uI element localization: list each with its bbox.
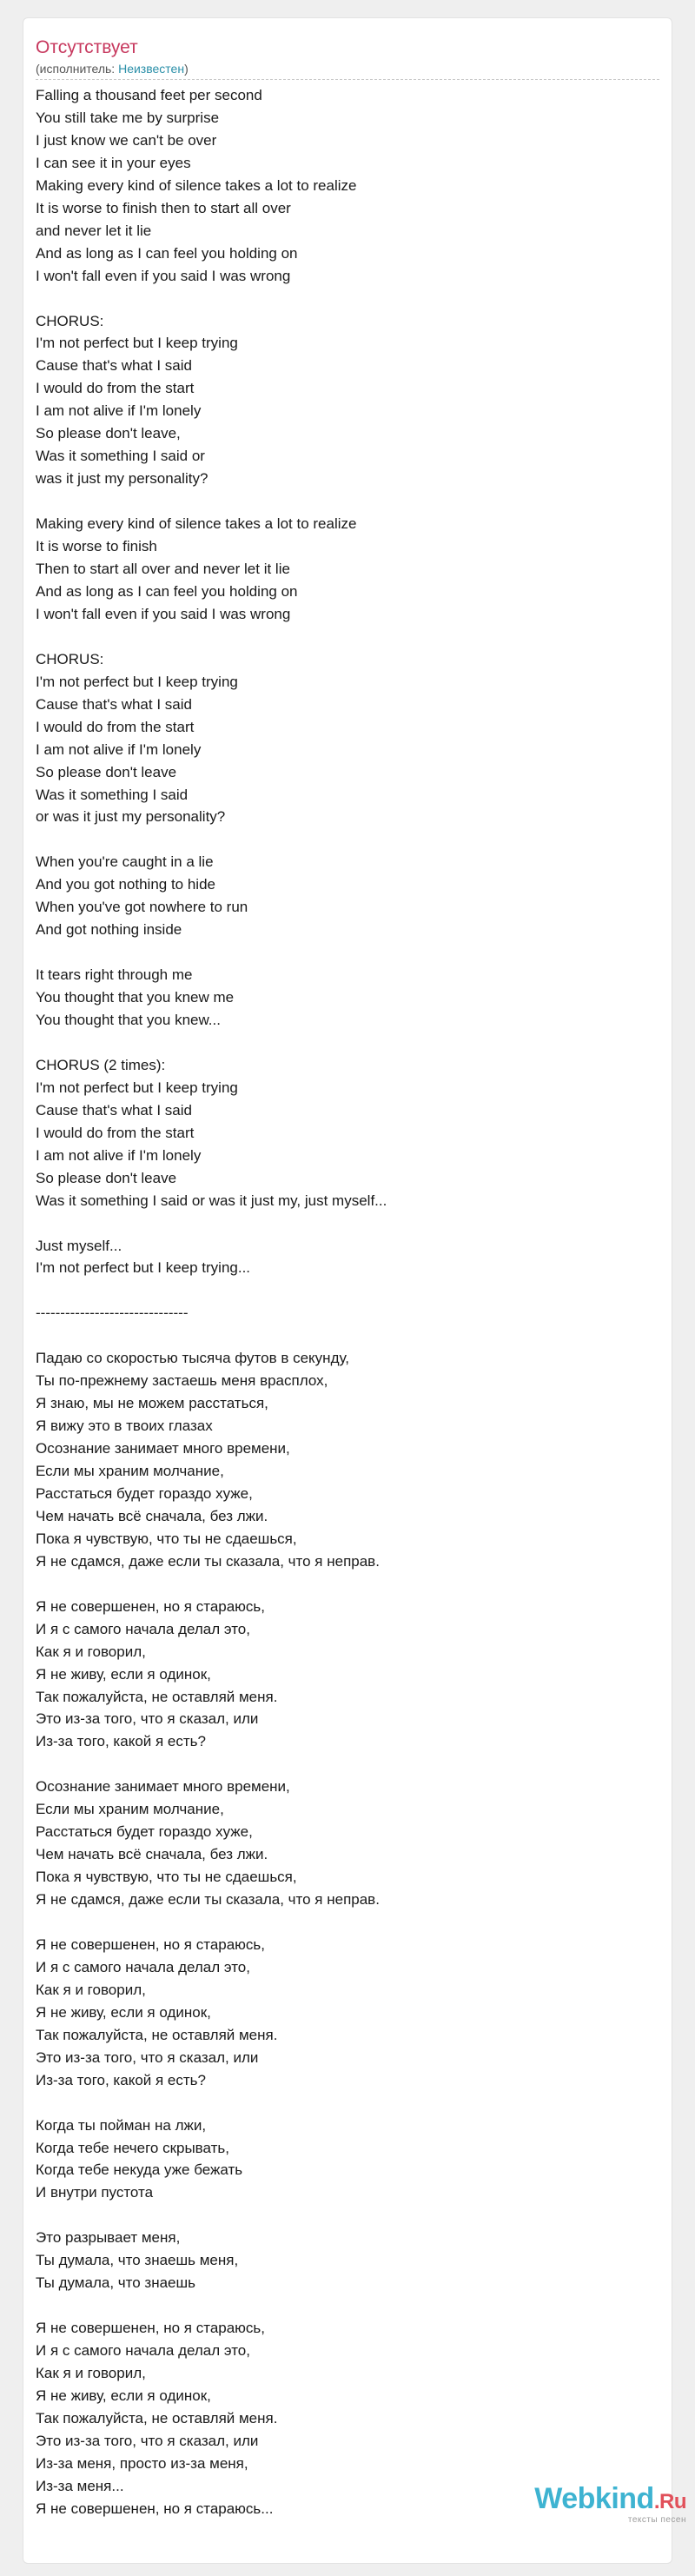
lyric-line: Was it something I said or <box>36 448 205 465</box>
lyric-line: Чем начать всё сначала, без лжи. <box>36 1846 268 1863</box>
lyric-line: И я с самого начала делал это, <box>36 2342 250 2360</box>
lyric-line: Чем начать всё сначала, без лжи. <box>36 1507 268 1524</box>
lyric-line: When you're caught in a lie <box>36 853 214 871</box>
lyric-line: ------------------------------- <box>36 1305 189 1322</box>
lyric-line: I won't fall even if you said I was wrong <box>36 605 291 622</box>
lyric-line: Из-за того, какой я есть? <box>36 1733 206 1750</box>
lyric-line: Из-за того, какой я есть? <box>36 2071 206 2088</box>
lyric-blank-line <box>36 1753 387 1776</box>
lyrics-text <box>36 84 387 2520</box>
lyric-line: Я не совершенен, но я стараюсь... <box>36 2500 274 2517</box>
lyric-line: And as long as I can feel you holding on <box>36 582 298 600</box>
lyric-line: And as long as I can feel you holding on <box>36 244 298 262</box>
lyrics-card <box>23 17 672 2564</box>
song-title: Отсутствует <box>36 37 138 57</box>
lyric-blank-line <box>36 1325 387 1347</box>
lyric-line: Just myself... <box>36 1237 122 1254</box>
logo-wordmark <box>534 2482 686 2519</box>
lyric-line: Я не сдамся, даже если ты сказала, что я неправ. <box>36 1552 380 1570</box>
lyric-line: Пока я чувствую, что ты не сдаешься, <box>36 1530 297 1547</box>
lyric-line: Я не совершенен, но я стараюсь, <box>36 1935 266 1953</box>
lyric-line: Расстаться будет гораздо хуже, <box>36 1823 253 1841</box>
lyric-line: Я знаю, мы не можем расстаться, <box>36 1395 268 1412</box>
lyric-line: И внутри пустота <box>36 2184 154 2201</box>
lyric-line: I'm not perfect but I keep trying... <box>36 1259 251 1277</box>
lyric-line: I won't fall even if you said I was wrong <box>36 267 291 284</box>
lyric-line: Cause that's what I said <box>36 1101 192 1119</box>
lyric-line: Падаю со скоростью тысяча футов в секунду, <box>36 1350 350 1367</box>
lyric-line: It tears right through me <box>36 966 193 984</box>
lyric-line: Making every kind of silence takes a lot to realize <box>36 176 357 194</box>
logo-tagline: тексты песен <box>627 2515 686 2525</box>
lyric-line: Я не сдамся, даже если ты сказала, что я неправ. <box>36 1891 380 1909</box>
lyric-line: Это из-за того, что я сказал, или <box>36 1710 259 1728</box>
lyric-line: Я не живу, если я одинок, <box>36 1665 211 1683</box>
lyric-line: Это из-за того, что я сказал, или <box>36 2432 259 2449</box>
lyric-line: You still take me by surprise <box>36 109 220 126</box>
lyric-blank-line <box>36 2092 387 2115</box>
lyric-line: So please don't leave <box>36 1169 177 1186</box>
lyric-line: Если мы храним молчание, <box>36 1801 224 1818</box>
lyric-blank-line <box>36 1032 387 1054</box>
lyric-line: Я не живу, если я одинок, <box>36 2387 211 2404</box>
lyric-line: CHORUS: <box>36 650 104 667</box>
lyric-line: Falling a thousand feet per second <box>36 87 262 103</box>
lyric-line: Осознание занимает много времени, <box>36 1778 290 1796</box>
lyric-line: I can see it in your eyes <box>36 154 191 171</box>
lyric-line: И я с самого начала делал это, <box>36 1958 250 1975</box>
lyric-line: I am not alive if I'm lonely <box>36 740 202 758</box>
lyric-blank-line <box>36 626 387 648</box>
lyric-line: Когда ты пойман на лжи, <box>36 2116 207 2134</box>
lyric-line: It is worse to finish then to start all over <box>36 199 291 216</box>
lyric-line: and never let it lie <box>36 222 152 239</box>
lyric-line: When you've got nowhere to run <box>36 899 248 916</box>
lyric-line: Then to start all over and never let it lie <box>36 560 290 577</box>
lyric-line: I would do from the start <box>36 380 195 397</box>
lyric-blank-line <box>36 2204 387 2227</box>
lyric-line: was it just my personality? <box>36 470 208 488</box>
lyric-line: Так пожалуйста, не оставляй меня. <box>36 2409 278 2427</box>
lyric-line: I'm not perfect but I keep trying <box>36 1079 238 1096</box>
lyric-line: Was it something I said or was it just my, just myself... <box>36 1192 387 1209</box>
lyric-line: And you got nothing to hide <box>36 876 215 893</box>
lyric-line: Как я и говорил, <box>36 1643 146 1660</box>
lyric-line: Ты думала, что знаешь <box>36 2274 195 2292</box>
lyric-line: Так пожалуйста, не оставляй меня. <box>36 2026 278 2043</box>
lyric-line: Ты думала, что знаешь меня, <box>36 2252 239 2269</box>
lyric-blank-line <box>36 1911 387 1934</box>
lyric-line: Это разрывает меня, <box>36 2229 181 2247</box>
logo-name: Webkind <box>534 2482 654 2515</box>
lyric-line: Когда тебе нечего скрывать, <box>36 2139 229 2156</box>
lyric-line: CHORUS (2 times): <box>36 1056 166 1073</box>
lyric-line: Я не совершенен, но я стараюсь, <box>36 2320 266 2337</box>
lyric-line: or was it just my personality? <box>36 808 226 826</box>
lyric-line: Это из-за того, что я сказал, или <box>36 2048 259 2066</box>
lyric-line: So please don't leave, <box>36 425 181 442</box>
lyric-line: Расстаться будет гораздо хуже, <box>36 1484 253 1502</box>
lyric-line: I am not alive if I'm lonely <box>36 402 202 420</box>
lyric-line: I'm not perfect but I keep trying <box>36 335 238 352</box>
lyric-line: You thought that you knew... <box>36 1012 221 1028</box>
lyric-line: It is worse to finish <box>36 538 157 555</box>
lyric-line: Ты по-прежнему застаешь меня врасплох, <box>36 1372 328 1390</box>
lyric-line: Из-за меня, просто из-за меня, <box>36 2454 248 2472</box>
lyric-blank-line <box>36 288 387 310</box>
lyric-line: I just know we can't be over <box>36 131 217 149</box>
artist-line <box>36 61 189 76</box>
lyric-line: Так пожалуйста, не оставляй меня. <box>36 1688 278 1705</box>
lyric-line: Я не живу, если я одинок, <box>36 2003 211 2021</box>
lyric-blank-line <box>36 828 387 851</box>
lyric-line: Как я и говорил, <box>36 1981 146 1998</box>
lyric-line: I'm not perfect but I keep trying <box>36 673 238 690</box>
lyric-line: Я вижу это в твоих глазах <box>36 1417 213 1435</box>
lyric-line: So please don't leave <box>36 763 177 780</box>
lyric-line: And got nothing inside <box>36 921 182 939</box>
lyric-line: Was it something I said <box>36 786 189 803</box>
lyric-line: You thought that you knew me <box>36 989 235 1006</box>
lyric-line: I am not alive if I'm lonely <box>36 1146 202 1164</box>
lyric-line: Making every kind of silence takes a lot to realize <box>36 515 357 533</box>
lyric-line: Cause that's what I said <box>36 695 192 713</box>
lyric-line: I would do from the start <box>36 1124 195 1141</box>
lyric-blank-line <box>36 1279 387 1302</box>
lyric-line: Осознание занимает много времени, <box>36 1440 290 1457</box>
artist-prefix: (исполнитель: <box>36 62 119 76</box>
lyric-line: CHORUS: <box>36 312 104 329</box>
lyric-line: Я не совершенен, но я стараюсь, <box>36 1597 266 1615</box>
lyric-blank-line <box>36 1573 387 1596</box>
lyric-line: Когда тебе некуда уже бежать <box>36 2161 243 2179</box>
lyric-line: Из-за меня... <box>36 2477 124 2494</box>
artist-link[interactable]: Неизвестен <box>118 62 185 76</box>
lyric-line: Cause that's what I said <box>36 357 192 375</box>
lyric-line: Если мы храним молчание, <box>36 1463 224 1479</box>
header-divider <box>36 79 659 80</box>
artist-suffix: ) <box>184 62 189 76</box>
lyric-line: И я с самого начала делал это, <box>36 1620 250 1637</box>
lyric-blank-line <box>36 2294 387 2317</box>
lyric-blank-line <box>36 490 387 513</box>
lyric-line: Как я и говорил, <box>36 2365 146 2382</box>
lyric-line: I would do from the start <box>36 718 195 735</box>
logo-tld: .Ru <box>653 2490 686 2513</box>
lyric-line: Пока я чувствую, что ты не сдаешься, <box>36 1869 297 1886</box>
lyric-blank-line <box>36 1212 387 1235</box>
lyric-blank-line <box>36 941 387 964</box>
site-logo[interactable] <box>534 2482 686 2525</box>
